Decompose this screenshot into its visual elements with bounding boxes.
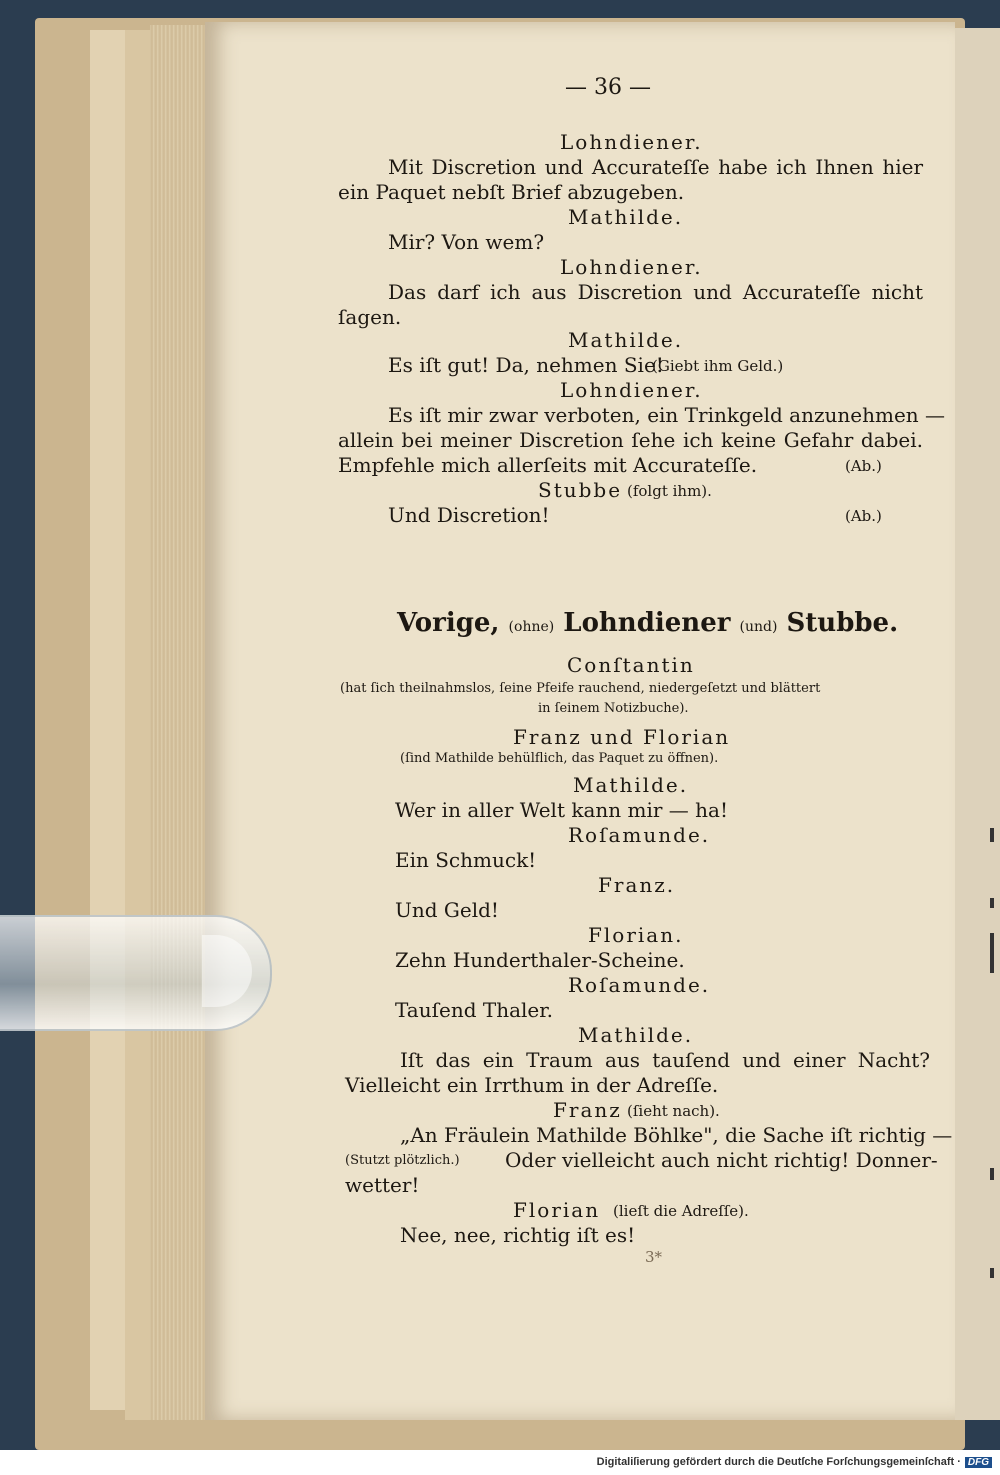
text-line: Es iſt mir zwar verboten, ein Trinkgeld anzunehmen — <box>388 403 946 427</box>
speaker-name: Franz. <box>598 873 676 897</box>
speaker-name: Roſamunde. <box>568 823 711 847</box>
text-line: Empfehle mich allerſeits mit Accurateſſe. <box>338 453 758 477</box>
text-line: Mir? Von wem? <box>388 230 545 254</box>
text-line: Das darf ich aus Discretion und Accurateſſe nicht <box>388 280 923 304</box>
speaker-name: Mathilde. <box>568 328 684 352</box>
stage-direction: (hat ſich theilnahmslos, ſeine Pfeife rauchend, niedergeſetzt und blättert <box>340 681 821 696</box>
speaker-name: Lohndiener. <box>560 255 703 279</box>
text-line: allein bei meiner Discretion ſehe ich keine Gefahr dabei. <box>338 428 923 452</box>
speaker-name: Franz und Florian <box>513 725 731 749</box>
glass-page-weight <box>0 915 272 1031</box>
text-line: Oder vielleicht auch nicht richtig! Donner- <box>505 1148 938 1172</box>
footer-bar <box>0 1450 1000 1475</box>
text-line: Mit Discretion und Accurateſſe habe ich Ihnen hier <box>388 155 923 179</box>
facing-page-edge <box>955 28 1000 1420</box>
speaker-name: Mathilde. <box>578 1023 694 1047</box>
text-line: ſagen. <box>338 305 402 329</box>
stage-direction: (folgt ihm). <box>627 482 712 500</box>
dfg-logo: DFG <box>965 1457 992 1468</box>
stage-direction: (ſieht nach). <box>627 1102 720 1120</box>
signature-mark: 3* <box>645 1248 663 1266</box>
speaker-name: Stubbe <box>538 478 623 502</box>
speaker-name: Florian. <box>588 923 684 947</box>
funding-notice: Digitaliſierung gefördert durch die Deutſche Forſchungsgemeinſchaft · DFG <box>597 1456 992 1468</box>
text-line: Es iſt gut! Da, nehmen Sie! <box>388 353 664 377</box>
stage-direction: in ſeinem Notizbuche). <box>538 701 689 716</box>
text-line: Tauſend Thaler. <box>395 998 553 1022</box>
text-line: Wer in aller Welt kann mir — ha! <box>395 798 728 822</box>
stage-direction: (ſind Mathilde behülflich, das Paquet zu öffnen). <box>400 751 719 766</box>
stage-direction: (Stutzt plötzlich.) <box>345 1153 460 1168</box>
speaker-name: Conſtantin <box>567 653 695 677</box>
text-line: wetter! <box>345 1173 420 1197</box>
text-line: Und Geld! <box>395 898 499 922</box>
speaker-name: Florian <box>513 1198 601 1222</box>
speaker-name: Mathilde. <box>568 205 684 229</box>
text-line: Vielleicht ein Irrthum in der Adreſſe. <box>345 1073 719 1097</box>
text-line: Und Discretion! <box>388 503 550 527</box>
stage-direction: (Giebt ihm Geld.) <box>652 357 784 375</box>
text-line: ein Paquet nebſt Brief abzugeben. <box>338 180 685 204</box>
scene-characters: Vorige, (ohne) Lohndiener (und) Stubbe. <box>397 608 899 638</box>
stage-direction: (lieſt die Adreſſe). <box>613 1202 749 1220</box>
book-page <box>205 22 955 1420</box>
speaker-name: Franz <box>553 1098 622 1122</box>
text-line: Iſt das ein Traum aus tauſend und einer Nacht? <box>400 1048 930 1072</box>
text-line: Zehn Hunderthaler-Scheine. <box>395 948 685 972</box>
text-line: Nee, nee, richtig iſt es! <box>400 1223 636 1247</box>
stage-direction: (Ab.) <box>845 457 882 475</box>
text-line: „An Fräulein Mathilde Böhlke", die Sache iſt richtig — <box>400 1123 953 1147</box>
speaker-name: Lohndiener. <box>560 130 703 154</box>
speaker-name: Mathilde. <box>573 773 689 797</box>
speaker-name: Lohndiener. <box>560 378 703 402</box>
stage-direction: (Ab.) <box>845 507 882 525</box>
text-line: Ein Schmuck! <box>395 848 537 872</box>
page-number: — 36 — <box>565 75 651 100</box>
speaker-name: Roſamunde. <box>568 973 711 997</box>
